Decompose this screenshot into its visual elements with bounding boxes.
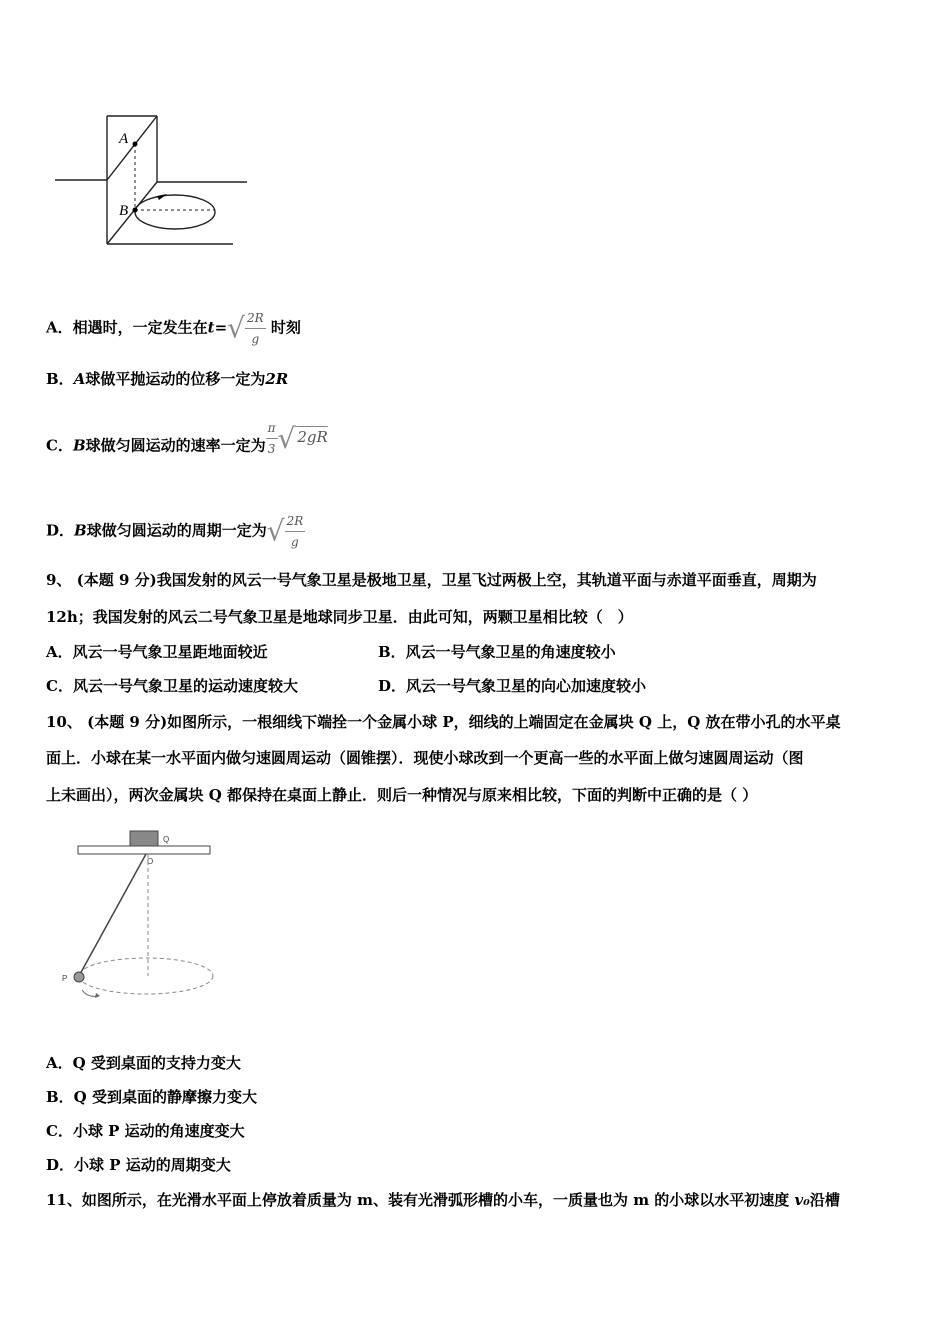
- sqrt-fraction: $\frac{2R}{g}$: [285, 511, 306, 552]
- motion-arrow-icon: [157, 194, 167, 200]
- label-q: Q: [163, 835, 170, 844]
- pi-fraction: $\frac{\pi}{3}$: [266, 418, 278, 459]
- figure-perpendicular-planes: [55, 112, 250, 247]
- q10-stem-line3: 上未画出），两次金属块 Q 都保持在桌面上静止．则后一种情况与原来相比较，下面的判断中正确的是（ ）: [46, 786, 758, 804]
- string: [79, 854, 146, 976]
- q10-option-d: D．小球 P 运动的周期变大: [46, 1156, 231, 1174]
- label-a: A: [119, 131, 129, 147]
- point-a: [133, 142, 138, 147]
- label-p: P: [62, 974, 68, 983]
- q9-option-c: C．风云一号气象卫星的运动速度较大: [46, 677, 298, 695]
- tabletop: [78, 846, 210, 854]
- q8-option-a: A．相遇时，一定发生在t=√ $\frac{2R}{g}$ 时刻: [46, 308, 301, 349]
- figure-conical-pendulum: [60, 826, 230, 1006]
- q10-stem-line2: 面上．小球在某一水平面内做匀速圆周运动（圆锥摆）．现使小球改到一个更高一些的水平面上做匀速圆周运动（图: [46, 749, 804, 767]
- q9-stem-line2: 12h；我国发射的风云二号气象卫星是地球同步卫星．由此可知，两颗卫星相比较（ ）: [46, 608, 633, 626]
- q9-stem-line1: 9、 (本题 9 分)我国发射的风云一号气象卫星是极地卫星，卫星飞过两极上空，其轨道平面与赤道平面垂直，周期为: [46, 571, 817, 589]
- label-o: O: [147, 857, 154, 866]
- q10-option-c: C．小球 P 运动的角速度变大: [46, 1122, 245, 1140]
- q9-option-b: B．风云一号气象卫星的角速度较小: [378, 643, 616, 661]
- q8-option-b: B．A球做平抛运动的位移一定为2R: [46, 370, 289, 388]
- sqrt-fraction: $\frac{2R}{g}$: [245, 308, 266, 349]
- ball-p: [74, 972, 84, 982]
- q10-option-a: A．Q 受到桌面的支持力变大: [46, 1054, 241, 1072]
- q8-option-c: C．B球做匀圆运动的速率一定为 $\frac{\pi}{3}$ √ 2gR: [46, 426, 328, 467]
- q10-option-b: B．Q 受到桌面的静摩擦力变大: [46, 1088, 257, 1106]
- q11-stem-line1: 11、如图所示，在光滑水平面上停放着质量为 m、装有光滑弧形槽的小车，一质量也为 m 的小球以水平初速度 v₀沿槽: [46, 1191, 840, 1209]
- q9-option-a: A．风云一号气象卫星距地面较近: [46, 643, 268, 661]
- block-q: [130, 831, 158, 846]
- q8-option-d: D．B球做匀圆运动的周期一定为√ $\frac{2R}{g}$: [46, 511, 305, 552]
- q10-stem-line1: 10、 (本题 9 分)如图所示，一根细线下端拴一个金属小球 P，细线的上端固定在金属块 Q 上，Q 放在带小孔的水平桌: [46, 713, 841, 731]
- q9-option-d: D．风云一号气象卫星的向心加速度较小: [378, 677, 647, 695]
- label-b: B: [119, 203, 129, 219]
- point-b: [133, 208, 138, 213]
